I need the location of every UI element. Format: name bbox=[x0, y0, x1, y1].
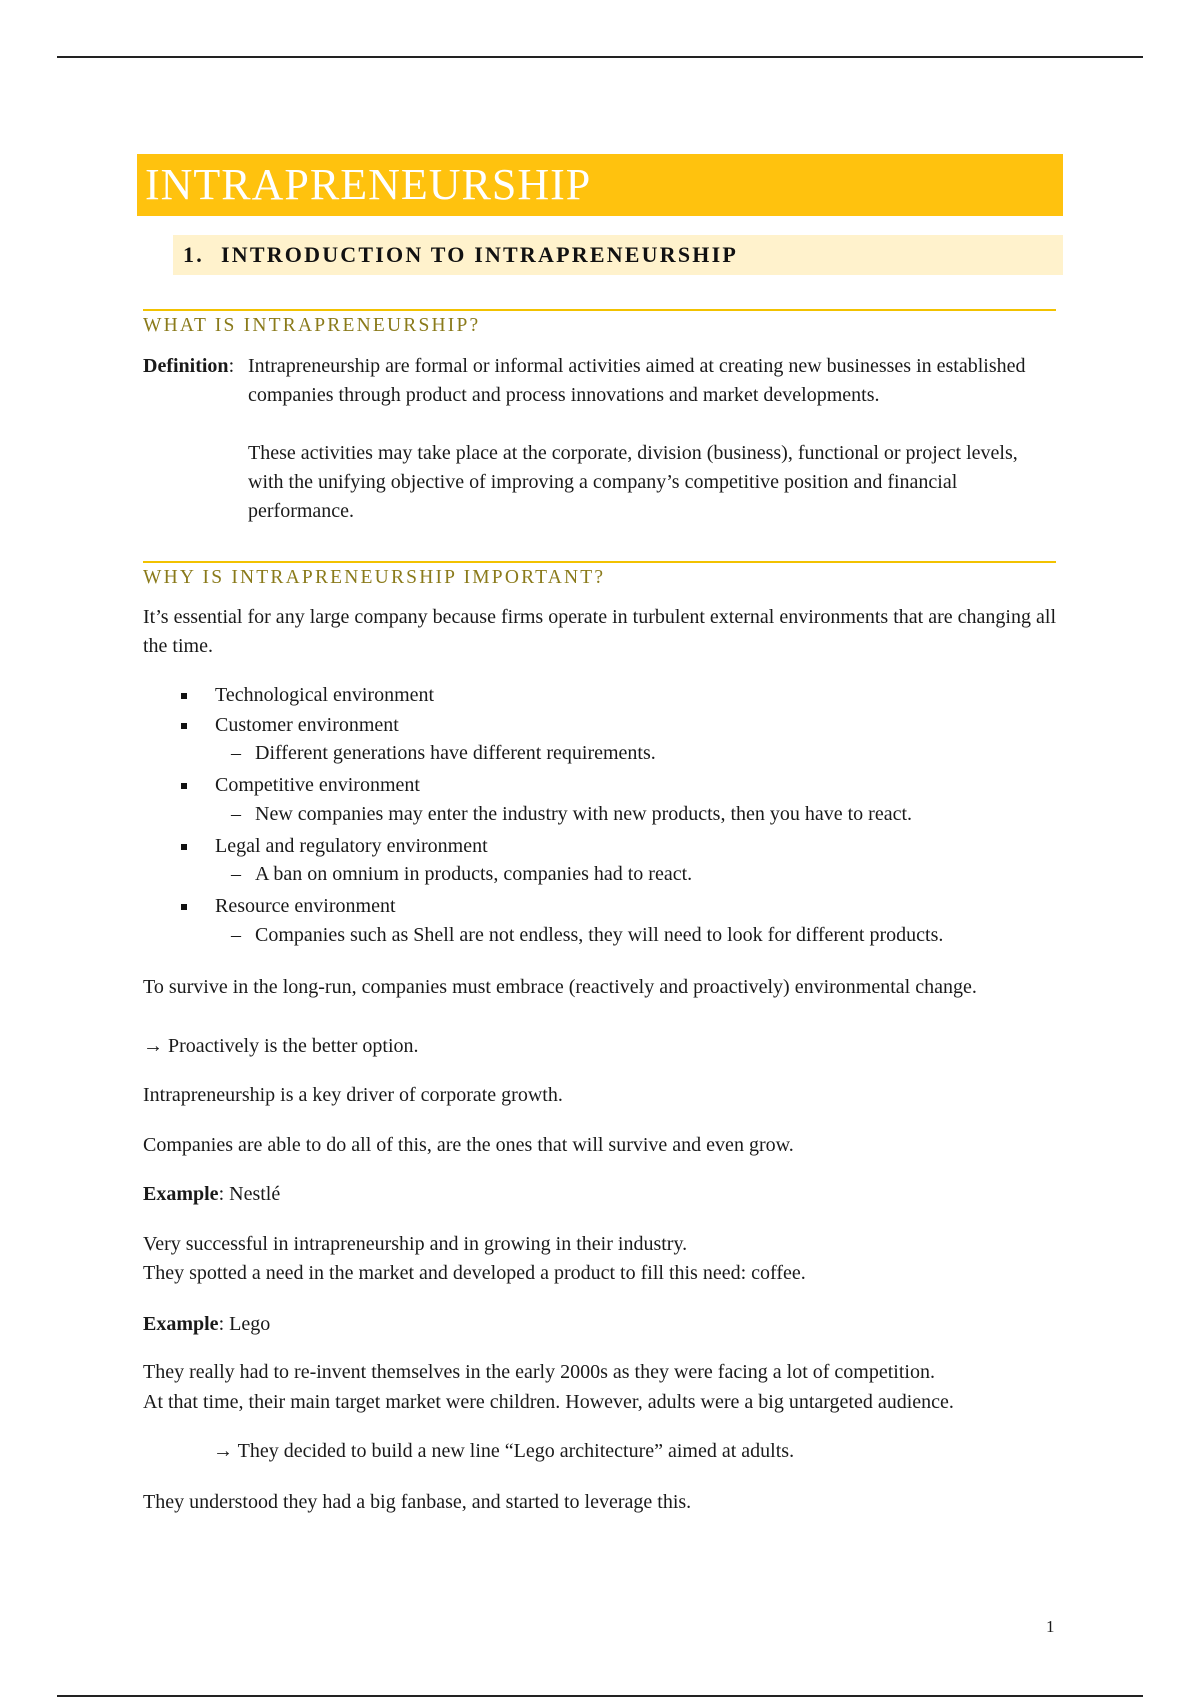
bullet-icon bbox=[181, 844, 187, 850]
example-nestle-heading: Example: Nestlé bbox=[143, 1183, 281, 1205]
footer-rule bbox=[57, 1695, 1143, 1697]
section-heading bbox=[173, 235, 1063, 275]
bullet-icon bbox=[181, 693, 187, 699]
bullet-icon bbox=[181, 783, 187, 789]
subheading-what: WHAT IS INTRAPRENEURSHIP? bbox=[143, 309, 1056, 337]
driver-paragraph: Intrapreneurship is a key driver of corporate growth. bbox=[143, 1084, 563, 1106]
definition-text: Intrapreneurship are formal or informal activities aimed at creating new businesses in established companies through product and process innovations and market developments. bbox=[248, 355, 1026, 406]
dash-icon: – bbox=[231, 924, 241, 946]
nestle-line-1: Very successful in intrapreneurship and in growing in their industry. bbox=[143, 1233, 688, 1255]
subheading-why: WHY IS INTRAPRENEURSHIP IMPORTANT? bbox=[143, 561, 1056, 589]
page-number: 1 bbox=[1046, 1617, 1055, 1636]
sub-bullet-item: – Companies such as Shell are not endless, they will need to look for different products. bbox=[255, 921, 1055, 950]
sub-bullet-item: – Different generations have different requirements. bbox=[255, 739, 1055, 768]
bullet-icon bbox=[181, 723, 187, 729]
lego-line-2: At that time, their main target market were children. However, adults were a big untargeted audience. bbox=[143, 1391, 954, 1413]
dash-icon: – bbox=[231, 803, 241, 825]
lego-line-end: They understood they had a big fanbase, and started to leverage this. bbox=[143, 1491, 692, 1513]
dash-icon: – bbox=[231, 742, 241, 764]
header-rule bbox=[57, 56, 1143, 58]
section-number: 1. bbox=[183, 242, 204, 267]
why-intro: It’s essential for any large company because firms operate in turbulent external environments that are changing all the time. bbox=[143, 606, 1056, 657]
survive-paragraph: To survive in the long-run, companies must embrace (reactively and proactively) environmental change. bbox=[143, 976, 977, 998]
lego-line-1: They really had to re-invent themselves in the early 2000s as they were facing a lot of competition. bbox=[143, 1361, 935, 1383]
bullet-icon bbox=[181, 904, 187, 910]
lego-arrow-line: → They decided to build a new line “Lego architecture” aimed at adults. bbox=[213, 1440, 795, 1462]
proactive-line: → Proactively is the better option. bbox=[143, 1035, 419, 1057]
example-lego-heading: Example: Lego bbox=[143, 1313, 271, 1335]
dash-icon: – bbox=[231, 863, 241, 885]
sub-bullet-item: – New companies may enter the industry with new products, then you have to react. bbox=[255, 800, 1055, 829]
section-title: INTRODUCTION TO INTRAPRENEURSHIP bbox=[221, 242, 738, 267]
sub-bullet-item: – A ban on omnium in products, companies had to react. bbox=[255, 860, 1055, 889]
title-banner bbox=[137, 154, 1063, 216]
nestle-line-2: They spotted a need in the market and developed a product to fill this need: coffee. bbox=[143, 1262, 806, 1284]
companies-paragraph: Companies are able to do all of this, are the ones that will survive and even grow. bbox=[143, 1134, 794, 1156]
definition-label: Definition: bbox=[143, 355, 235, 377]
definition-text-2: These activities may take place at the corporate, division (business), functional or project levels, with the unifying objective of improving a company’s competitive position and financial performance. bbox=[248, 442, 1018, 522]
document-title: INTRAPRENEURSHIP bbox=[145, 160, 592, 209]
